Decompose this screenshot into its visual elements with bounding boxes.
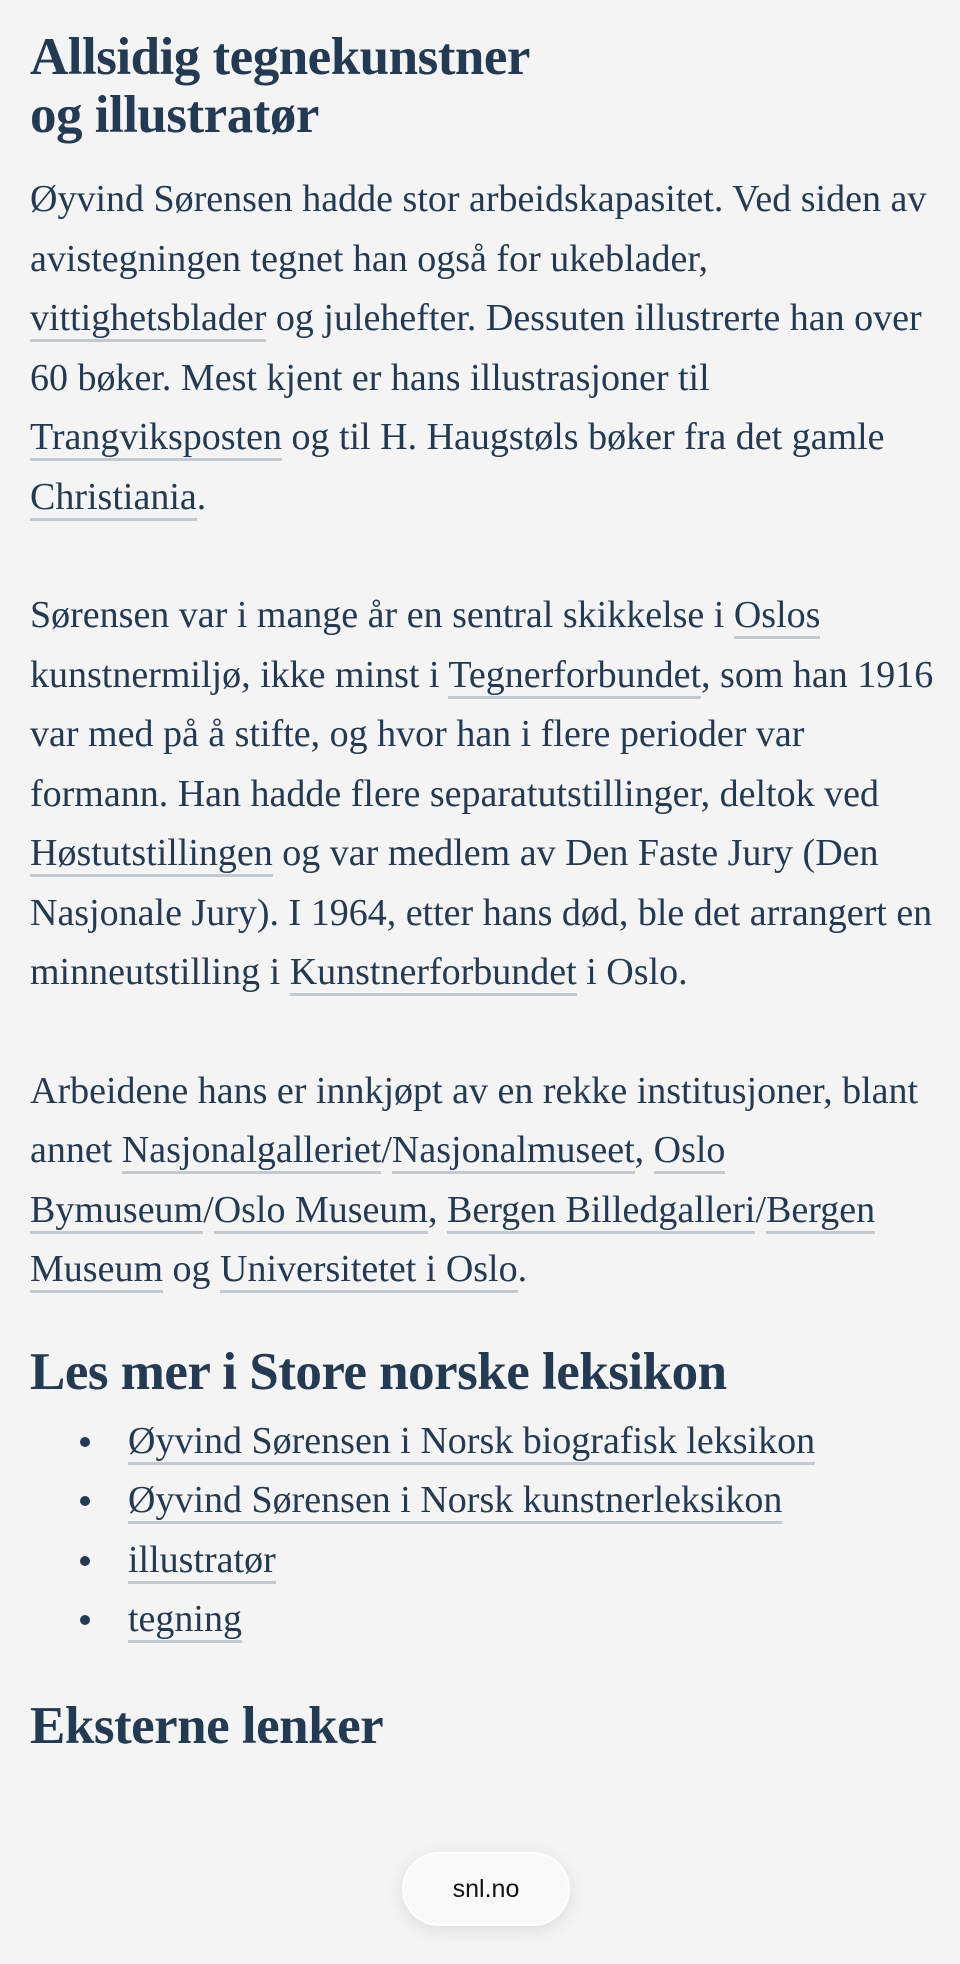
paragraph-art-community xyxy=(30,586,950,1003)
paragraph-collections xyxy=(30,1062,950,1300)
link-nasjonalgalleriet[interactable]: Nasjonalgalleriet xyxy=(122,1129,382,1174)
bullet-icon xyxy=(80,1615,90,1625)
text: Arbeidene hans er innkjøpt av en rekke institusjoner, blant annet xyxy=(30,1069,919,1171)
external-links-heading: Eksterne lenker xyxy=(30,1696,384,1755)
link-nasjonalmuseet[interactable]: Nasjonalmuseet xyxy=(392,1129,635,1174)
text: . xyxy=(196,475,207,518)
list-item xyxy=(80,1412,950,1472)
separator: og xyxy=(163,1248,220,1290)
text: . xyxy=(517,1248,528,1290)
separator: / xyxy=(381,1129,392,1171)
link-kunstnerforbundet[interactable]: Kunstnerforbundet xyxy=(290,951,577,996)
separator: / xyxy=(755,1188,767,1231)
text: , som han 1916 var med på å stifte, og hvor han i flere perioder var formann. Han hadde flere separatutstillinger, deltok ved xyxy=(30,653,934,815)
text: kunstnermiljø, ikke minst i xyxy=(30,653,449,696)
link-oslo-museum[interactable]: Oslo Museum xyxy=(214,1189,428,1234)
text: og til H. Haugstøls bøker fra det gamle xyxy=(281,416,885,458)
read-more-list xyxy=(30,1412,950,1650)
link-trangviksposten[interactable]: Trangviksposten xyxy=(30,416,282,461)
bullet-icon xyxy=(80,1556,90,1566)
link-christiania[interactable]: Christiania xyxy=(30,476,197,521)
section-heading xyxy=(30,0,950,144)
link-hostutstillingen[interactable]: Høstutstillingen xyxy=(30,832,273,877)
link-nkl[interactable]: Øyvind Sørensen i Norsk kunstnerleksikon xyxy=(128,1479,782,1524)
link-oslos[interactable]: Oslos xyxy=(734,594,821,639)
text: Sørensen var i mange år en sentral skikkelse i xyxy=(30,594,734,636)
bullet-icon xyxy=(80,1496,90,1506)
bullet-icon xyxy=(80,1437,90,1447)
section-heading-line1: Allsidig tegnekunstner xyxy=(30,28,530,86)
text: og var medlem av Den Faste Jury (Den Nasjonale Jury). I 1964, etter hans død, ble det arrangert en minneutstilling i xyxy=(30,832,933,993)
link-tegning[interactable]: tegning xyxy=(128,1598,242,1643)
separator: / xyxy=(203,1188,214,1231)
text: Øyvind Sørensen hadde stor arbeidskapasitet. Ved siden av avistegningen tegnet han også for ukeblader, xyxy=(30,178,927,280)
list-item xyxy=(80,1590,950,1650)
list-item xyxy=(80,1531,950,1591)
link-tegnerforbundet[interactable]: Tegnerforbundet xyxy=(448,654,701,699)
separator: , xyxy=(634,1129,654,1171)
paragraph-work-capacity xyxy=(30,170,950,527)
url-pill[interactable] xyxy=(402,1852,570,1926)
article-content xyxy=(30,0,950,1756)
text: i Oslo. xyxy=(576,951,688,993)
url-label: snl.no xyxy=(452,1874,520,1903)
text: og julehefter. Dessuten illustrerte han over 60 bøker. Mest kjent er hans illustrasjoner til xyxy=(30,297,922,399)
link-bergen-billedgalleri[interactable]: Bergen Billedgalleri xyxy=(447,1189,756,1234)
link-vittighetsblader[interactable]: vittighetsblader xyxy=(30,297,266,342)
link-universitetet-i-oslo[interactable]: Universitetet i Oslo xyxy=(220,1248,518,1293)
link-nbl[interactable]: Øyvind Sørensen i Norsk biografisk leksikon xyxy=(128,1420,815,1465)
read-more-heading: Les mer i Store norske leksikon xyxy=(30,1342,727,1401)
link-bergen-museum[interactable]: Bergen Museum xyxy=(30,1189,875,1294)
link-oslo-bymuseum[interactable]: Oslo Bymuseum xyxy=(30,1129,725,1234)
separator: , xyxy=(427,1188,447,1231)
link-illustrator[interactable]: illustratør xyxy=(128,1539,276,1584)
list-item xyxy=(80,1471,950,1531)
section-heading-line2: og illustratør xyxy=(30,86,319,144)
